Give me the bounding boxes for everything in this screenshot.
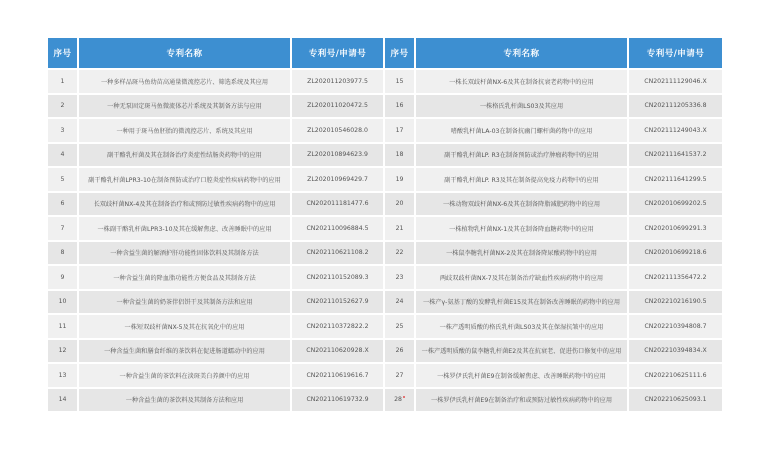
serial-number-left: 11 bbox=[48, 315, 79, 338]
table-row bbox=[48, 242, 722, 265]
header-name-right: 专利名称 bbox=[416, 38, 629, 68]
patent-id-left: CN202110152627.9 bbox=[292, 291, 385, 314]
patent-id-right: CN202010699202.5 bbox=[629, 193, 722, 216]
table-row bbox=[48, 193, 722, 216]
serial-number-right: 26 bbox=[385, 340, 416, 363]
table-row bbox=[48, 266, 722, 289]
serial-number-right: 15 bbox=[385, 70, 416, 93]
serial-number-left: 8 bbox=[48, 242, 79, 265]
patent-name-left: 长双歧杆菌NX-4及其在制备治疗和或预防过敏性疾病药物中的应用 bbox=[79, 193, 292, 216]
serial-number-right: 22 bbox=[385, 242, 416, 265]
patent-name-left: 一种含益生菌的解酒护肝功能性固体饮料及其制备方法 bbox=[79, 242, 292, 265]
table-row bbox=[48, 144, 722, 167]
patent-name-left: 一种含益生菌的奶茶伴侣饼干及其制备方法和应用 bbox=[79, 291, 292, 314]
patent-id-right: CN202111205336.8 bbox=[629, 95, 722, 118]
patent-id-right: CN202111641537.2 bbox=[629, 144, 722, 167]
patent-id-right: CN202210625111.6 bbox=[629, 364, 722, 387]
patent-id-left: CN202110372822.2 bbox=[292, 315, 385, 338]
serial-number-left: 4 bbox=[48, 144, 79, 167]
serial-number-left: 1 bbox=[48, 70, 79, 93]
patent-name-right: 一株鼠李糖乳杆菌NX-2及其在制备降尿酸药物中的应用 bbox=[416, 242, 629, 265]
serial-number-right: 20 bbox=[385, 193, 416, 216]
patent-id-right: CN202010699291.3 bbox=[629, 217, 722, 240]
serial-number-left: 2 bbox=[48, 95, 79, 118]
table-row bbox=[48, 315, 722, 338]
patent-name-left: 一株短双歧杆菌NX-5及其在抗氧化中的应用 bbox=[79, 315, 292, 338]
patent-id-left: ZL202011203977.5 bbox=[292, 70, 385, 93]
serial-number-right: 21 bbox=[385, 217, 416, 240]
serial-number-right: 18 bbox=[385, 144, 416, 167]
header-id-right: 专利号/申请号 bbox=[629, 38, 722, 68]
patent-id-left: CN202110620928.X bbox=[292, 340, 385, 363]
table-row bbox=[48, 70, 722, 93]
serial-number-right: 16 bbox=[385, 95, 416, 118]
patent-name-right: 一株产透明质酸的格氏乳杆菌LS03及其在保湿抗皱中的应用 bbox=[416, 315, 629, 338]
patent-id-right: CN202010699218.6 bbox=[629, 242, 722, 265]
table-row bbox=[48, 217, 722, 240]
patent-name-right: 一株产透明质酸的鼠李糖乳杆菌E2及其在抗衰老、促进伤口修复中的应用 bbox=[416, 340, 629, 363]
patent-name-left: 副干酪乳杆菌及其在制备治疗炎症性结肠炎药物中的应用 bbox=[79, 144, 292, 167]
table-row bbox=[48, 389, 722, 412]
patent-id-left: ZL202010969429.7 bbox=[292, 168, 385, 191]
table-row bbox=[48, 340, 722, 363]
header-id-left: 专利号/申请号 bbox=[292, 38, 385, 68]
header-no-right: 序号 bbox=[385, 38, 416, 68]
patent-id-right: CN202210394834.X bbox=[629, 340, 722, 363]
patent-name-right: 副干酪乳杆菌LP. R3及其在制备提高免疫力药物中的应用 bbox=[416, 168, 629, 191]
table-row bbox=[48, 168, 722, 191]
serial-number-right: 23 bbox=[385, 266, 416, 289]
patent-name-left: 一种含益生菌的茶饮料在淡斑美白养颜中的应用 bbox=[79, 364, 292, 387]
patent-id-right: CN202111641299.5 bbox=[629, 168, 722, 191]
patent-id-right: CN202210394808.7 bbox=[629, 315, 722, 338]
patent-name-left: 一种无泵固定斑马鱼微流体芯片系统及其制备方法与应用 bbox=[79, 95, 292, 118]
serial-number-left: 12 bbox=[48, 340, 79, 363]
patent-name-left: 一种含益生菌和膳食纤维的茶饮料在促进肠道蠕动中的应用 bbox=[79, 340, 292, 363]
patent-id-left: CN202110096884.5 bbox=[292, 217, 385, 240]
patent-table bbox=[48, 36, 722, 413]
patent-name-right: 两歧双歧杆菌NX-7及其在制备治疗缺血性疾病药物中的应用 bbox=[416, 266, 629, 289]
serial-number-left: 5 bbox=[48, 168, 79, 191]
patent-name-right: 一株罗伊氏乳杆菌E9在制备缓解焦虑、改善睡眠药物中的应用 bbox=[416, 364, 629, 387]
header-name-left: 专利名称 bbox=[79, 38, 292, 68]
header-no-left: 序号 bbox=[48, 38, 79, 68]
header-row bbox=[48, 38, 722, 68]
serial-number-left: 14 bbox=[48, 389, 79, 412]
patent-id-left: ZL202011020472.5 bbox=[292, 95, 385, 118]
patent-name-left: 副干酪乳杆菌LPR3-10在制备预防或治疗口腔炎症性疾病药物中的应用 bbox=[79, 168, 292, 191]
serial-number-right: 19 bbox=[385, 168, 416, 191]
table-row bbox=[48, 119, 722, 142]
patent-id-left: CN202110619732.9 bbox=[292, 389, 385, 412]
patent-id-right: CN202210216190.5 bbox=[629, 291, 722, 314]
patent-name-right: 一株动物双歧杆菌NX-6及其在制备降脂减肥药物中的应用 bbox=[416, 193, 629, 216]
patent-id-left: CN202110152089.3 bbox=[292, 266, 385, 289]
patent-name-left: 一种含益生菌的降血脂功能性方便食品及其制备方法 bbox=[79, 266, 292, 289]
serial-number-left: 6 bbox=[48, 193, 79, 216]
serial-number-left: 3 bbox=[48, 119, 79, 142]
serial-number-right: 27 bbox=[385, 364, 416, 387]
serial-number-right: 24 bbox=[385, 291, 416, 314]
patent-id-right: CN202111249043.X bbox=[629, 119, 722, 142]
patent-name-left: 一种含益生菌的茶饮料及其制备方法和应用 bbox=[79, 389, 292, 412]
patent-name-left: 一株副干酪乳杆菌LPR3-10及其在缓解焦虑、改善睡眠中的应用 bbox=[79, 217, 292, 240]
patent-name-left: 一种用于斑马鱼胚胎的微流控芯片、系统及其应用 bbox=[79, 119, 292, 142]
patent-name-left: 一种多样品斑马鱼幼苗高通量微流控芯片、筛选系统及其应用 bbox=[79, 70, 292, 93]
serial-number-left: 9 bbox=[48, 266, 79, 289]
patent-id-left: CN202011181477.6 bbox=[292, 193, 385, 216]
patent-name-right: 一株产γ-氨基丁酸的发酵乳杆菌E15及其在制备改善睡眠的药物中的应用 bbox=[416, 291, 629, 314]
patent-id-left: CN202110619616.7 bbox=[292, 364, 385, 387]
serial-number-right: 17 bbox=[385, 119, 416, 142]
patent-name-right: 嗜酸乳杆菌LA-03在制备抗幽门螺杆菌药物中的应用 bbox=[416, 119, 629, 142]
patent-name-right: 一株格氏乳杆菌LS03及其应用 bbox=[416, 95, 629, 118]
table-row bbox=[48, 95, 722, 118]
patent-name-right: 副干酪乳杆菌LP. R3在制备预防或治疗肿瘤药物中的应用 bbox=[416, 144, 629, 167]
patent-name-right: 一株罗伊氏乳杆菌E9在制备治疗和或预防过敏性疾病药物中的应用 bbox=[416, 389, 629, 412]
patent-id-left: ZL202010894623.9 bbox=[292, 144, 385, 167]
table-body bbox=[48, 70, 722, 411]
red-dot-mark bbox=[403, 396, 405, 398]
patent-id-right: CN202210625093.1 bbox=[629, 389, 722, 412]
patent-name-right: 一株长双歧杆菌NX-6及其在制备抗衰老药物中的应用 bbox=[416, 70, 629, 93]
patent-id-left: CN202110621108.2 bbox=[292, 242, 385, 265]
patent-id-right: CN202111129046.X bbox=[629, 70, 722, 93]
serial-number-left: 10 bbox=[48, 291, 79, 314]
table-row bbox=[48, 364, 722, 387]
patent-id-right: CN202111356472.2 bbox=[629, 266, 722, 289]
serial-number-right: 28 bbox=[385, 389, 416, 412]
patent-id-left: ZL202010546028.0 bbox=[292, 119, 385, 142]
table-row bbox=[48, 291, 722, 314]
serial-number-left: 13 bbox=[48, 364, 79, 387]
patent-name-right: 一株植物乳杆菌NX-1及其在制备降血糖药物中的应用 bbox=[416, 217, 629, 240]
serial-number-left: 7 bbox=[48, 217, 79, 240]
serial-number-right: 25 bbox=[385, 315, 416, 338]
